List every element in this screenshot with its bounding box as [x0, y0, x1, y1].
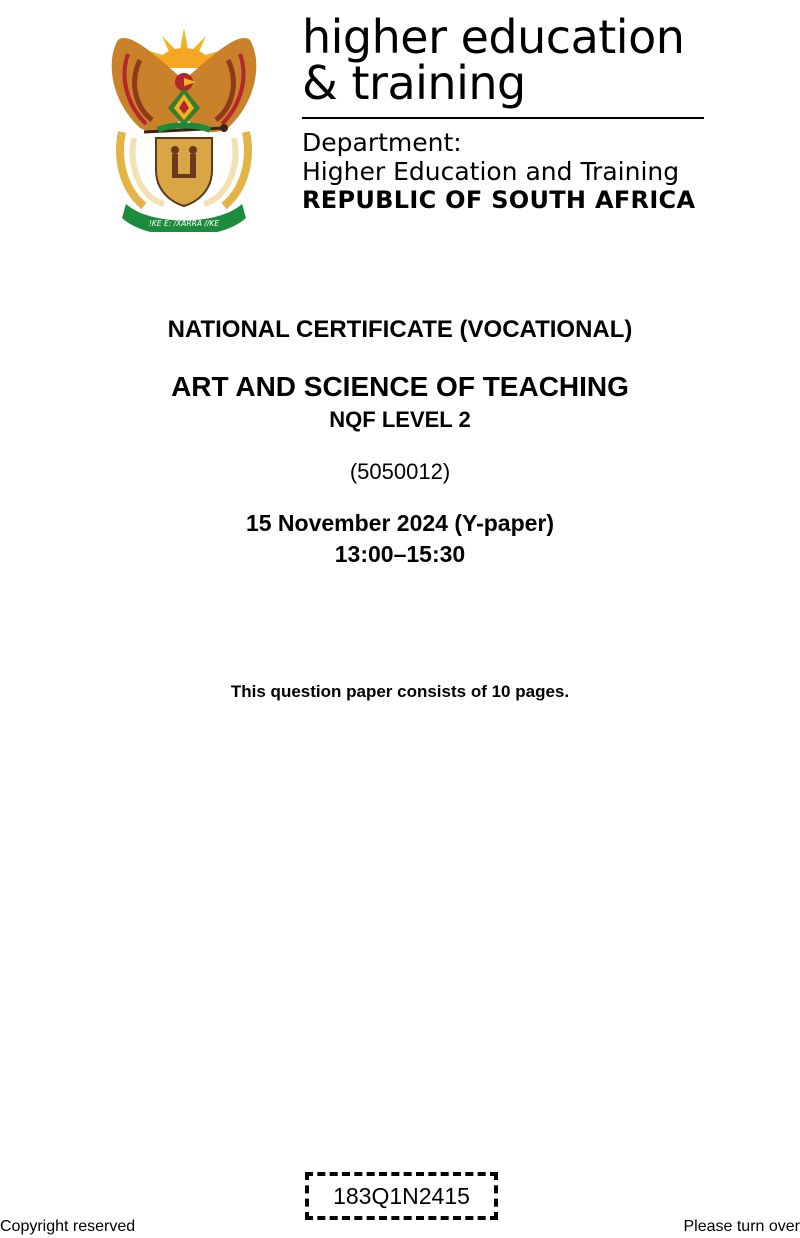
- subject-title: ART AND SCIENCE OF TEACHING: [171, 371, 629, 402]
- department-name: Higher Education and Training: [302, 157, 680, 186]
- brand-divider: [302, 117, 704, 119]
- department-label: Department:: [302, 128, 462, 157]
- country-name: REPUBLIC OF SOUTH AFRICA: [302, 186, 696, 214]
- brand-line-1: higher education: [302, 10, 685, 64]
- exam-time: 13:00–15:30: [334, 541, 466, 567]
- copyright-notice: Copyright reserved: [0, 1218, 136, 1235]
- page-count-note: This question paper consists of 10 pages.: [230, 682, 570, 701]
- department-branding: [302, 10, 704, 214]
- certificate-title: NATIONAL CERTIFICATE (VOCATIONAL): [167, 316, 633, 343]
- nqf-level: NQF LEVEL 2: [329, 407, 471, 432]
- coat-of-arms-icon: [100, 20, 268, 232]
- crest-motto: !KE E: /XARRA //KE: [148, 219, 220, 228]
- paper-id-box: [305, 1172, 498, 1220]
- department-block: [302, 128, 695, 215]
- brand-line-2: & training: [302, 56, 526, 110]
- exam-date: 15 November 2024 (Y-paper): [245, 510, 555, 536]
- subject-code: (5050012): [349, 459, 451, 484]
- turn-over-notice: Please turn over: [683, 1218, 800, 1235]
- paper-id: 183Q1N2415: [333, 1182, 470, 1209]
